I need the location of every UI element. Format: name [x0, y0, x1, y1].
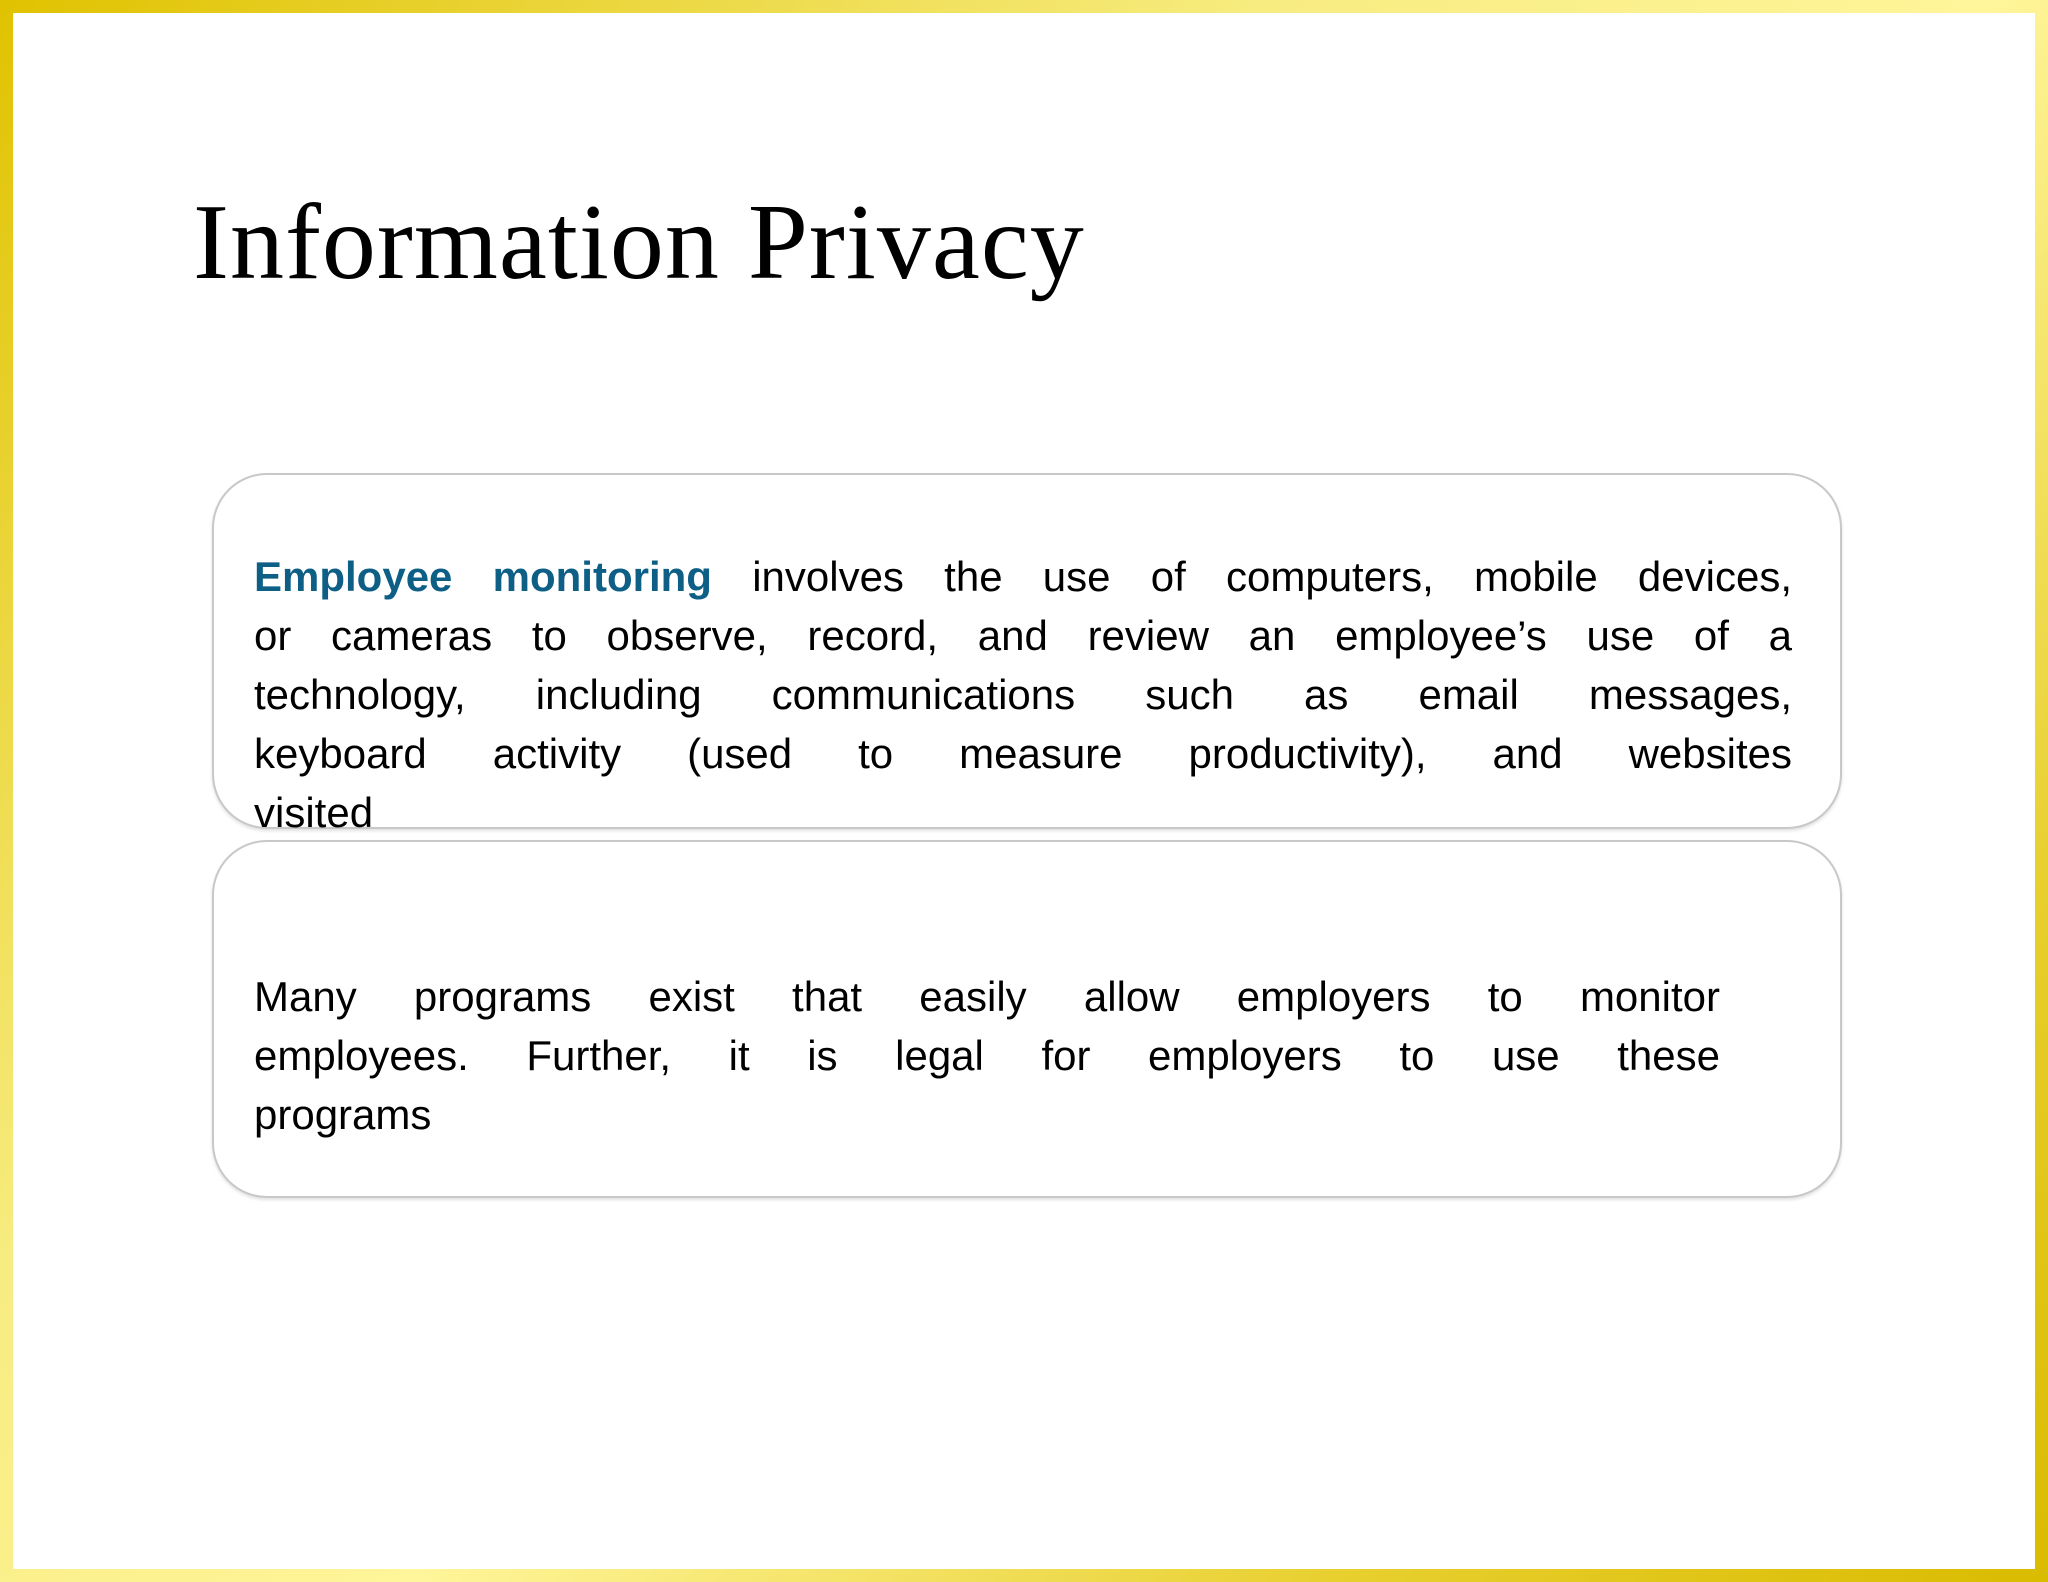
text-line: employees. Further, it is legal for employers to use these	[254, 1032, 1720, 1079]
slide-title: Information Privacy	[193, 183, 1085, 302]
programs-box	[212, 840, 1842, 1198]
text-line: visited	[254, 789, 374, 836]
text-line: Many programs exist that easily allow employers to monitor	[254, 973, 1720, 1020]
text-line: keyboard activity (used to measure productivity), and websites	[254, 730, 1792, 777]
text-line: technology, including communications such as email messages,	[254, 671, 1792, 718]
programs-text	[254, 967, 1720, 1144]
slide	[13, 13, 2035, 1569]
definition-box	[212, 473, 1842, 836]
definition-text	[254, 547, 1792, 842]
term-highlight: Employee monitoring	[254, 553, 712, 600]
text-line: or cameras to observe, record, and review an employee’s use of a	[254, 612, 1792, 659]
text-fragment: involves the use of computers, mobile devices,	[711, 553, 1793, 600]
text-line: programs	[254, 1091, 432, 1138]
text-line	[254, 547, 1792, 606]
